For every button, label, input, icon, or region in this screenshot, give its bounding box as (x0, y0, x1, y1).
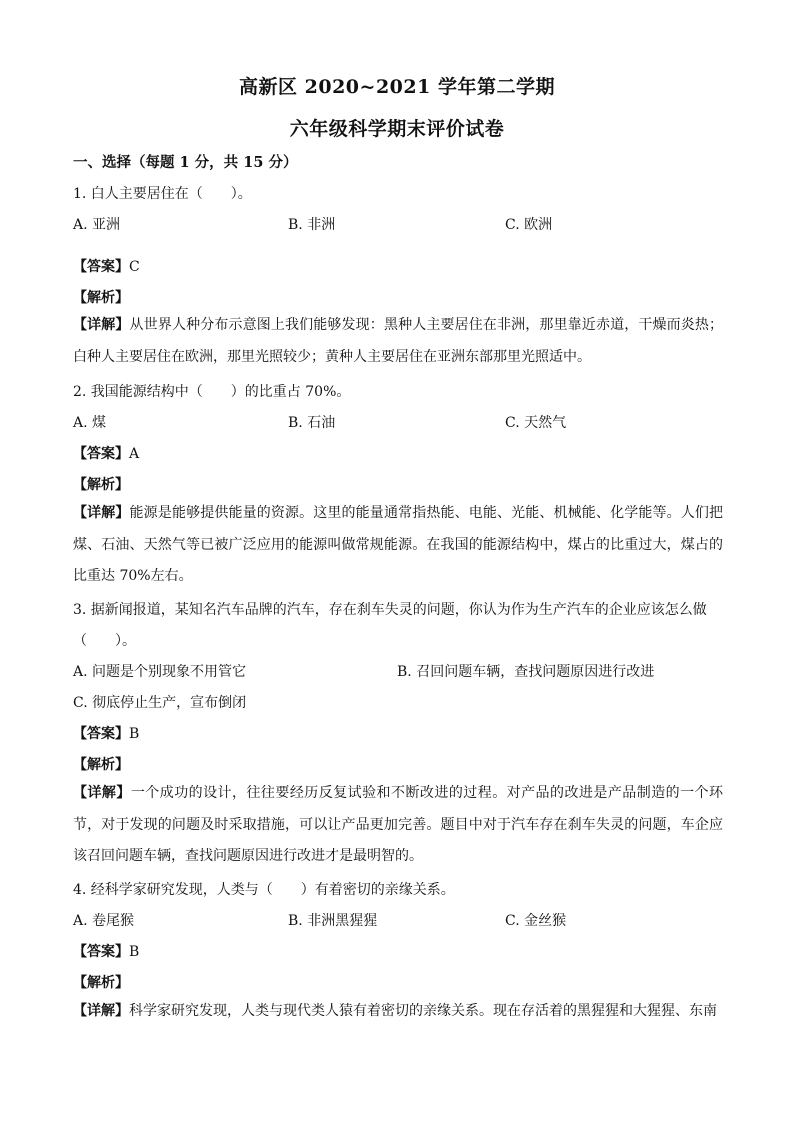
detail-tag: 【详解】 (73, 317, 130, 333)
section-heading: 一、选择（每题 1 分，共 15 分） (73, 154, 298, 171)
question-4-detail (73, 996, 723, 1028)
exam-title-line1: 高新区 2020~2021 学年第二学期 (239, 76, 555, 98)
detail-text: 从世界人种分布示意图上我们能够发现：黑种人主要居住在非洲，那里靠近赤道，干燥而炎热；白种人主要居住在欧洲，那里光照较少；黄种人主要居住在亚洲东部那里光照适中。 (73, 317, 724, 365)
question-3-analysis-tag: 【解析】 (73, 757, 129, 773)
question-1-option-a: A. 亚洲 (73, 217, 121, 233)
answer-value: C (129, 259, 140, 275)
detail-tag: 【详解】 (73, 505, 130, 521)
detail-tag: 【详解】 (73, 1003, 129, 1019)
question-4-analysis-tag: 【解析】 (73, 975, 129, 991)
question-2-detail (73, 498, 723, 593)
answer-value: A (129, 446, 140, 462)
question-2-answer (73, 443, 139, 463)
question-4-option-a: A. 卷尾猴 (73, 913, 135, 929)
detail-text: 科学家研究发现，人类与现代类人猿有着密切的亲缘关系。现在存活着的黑猩猩和大猩猩、东南 (129, 1003, 717, 1019)
question-1-stem: 1. 白人主要居住在（ ）。 (73, 186, 252, 202)
answer-tag: 【答案】 (73, 446, 129, 462)
question-4-answer (73, 941, 139, 961)
answer-tag: 【答案】 (73, 944, 129, 960)
answer-value: B (129, 726, 140, 742)
answer-tag: 【答案】 (73, 259, 129, 275)
question-3-option-c: C. 彻底停止生产，宣布倒闭 (73, 695, 247, 711)
question-3-stem-line2: （ ）。 (73, 633, 136, 649)
answer-value: B (129, 944, 140, 960)
question-1-option-c: C. 欧洲 (505, 217, 553, 233)
question-1-detail (73, 310, 723, 373)
question-3-stem-line1: 3. 据新闻报道，某知名汽车品牌的汽车，存在刹车失灵的问题，你认为作为生产汽车的企业应该怎么做 (73, 602, 707, 618)
question-4-option-b: B. 非洲黑猩猩 (288, 913, 378, 929)
exam-title-line2: 六年级科学期末评价试卷 (289, 118, 505, 140)
question-1-analysis-tag: 【解析】 (73, 290, 129, 306)
answer-tag: 【答案】 (73, 726, 129, 742)
question-2-stem: 2. 我国能源结构中（ ）的比重占 70%。 (73, 384, 351, 400)
question-3-answer (73, 723, 139, 743)
question-2-analysis-tag: 【解析】 (73, 477, 129, 493)
question-4-stem: 4. 经科学家研究发现，人类与（ ）有着密切的亲缘关系。 (73, 882, 455, 898)
detail-text: 能源是能够提供能量的资源。这里的能量通常指热能、电能、光能、机械能、化学能等。人们把煤、石油、天然气等已被广泛应用的能源叫做常规能源。在我国的能源结构中，煤占的比重过大，煤占的比重达 70%左右。 (73, 505, 724, 584)
question-1-answer (73, 256, 140, 276)
question-3-detail (73, 778, 723, 873)
question-2-option-b: B. 石油 (288, 415, 336, 431)
detail-text: 一个成功的设计，往往要经历反复试验和不断改进的过程。对产品的改进是产品制造的一个环节，对于发现的问题及时采取措施，可以让产品更加完善。题目中对于汽车存在刹车失灵的问题，车企应该召回问题车辆，查找问题原因进行改进才是最明智的。 (73, 785, 724, 864)
question-2-option-a: A. 煤 (73, 415, 107, 431)
question-3-option-b: B. 召回问题车辆，查找问题原因进行改进 (397, 664, 655, 680)
question-2-option-c: C. 天然气 (505, 415, 567, 431)
question-3-option-a: A. 问题是个别现象不用管它 (73, 664, 247, 680)
question-4-option-c: C. 金丝猴 (505, 913, 567, 929)
detail-tag: 【详解】 (73, 785, 131, 801)
question-1-option-b: B. 非洲 (288, 217, 336, 233)
